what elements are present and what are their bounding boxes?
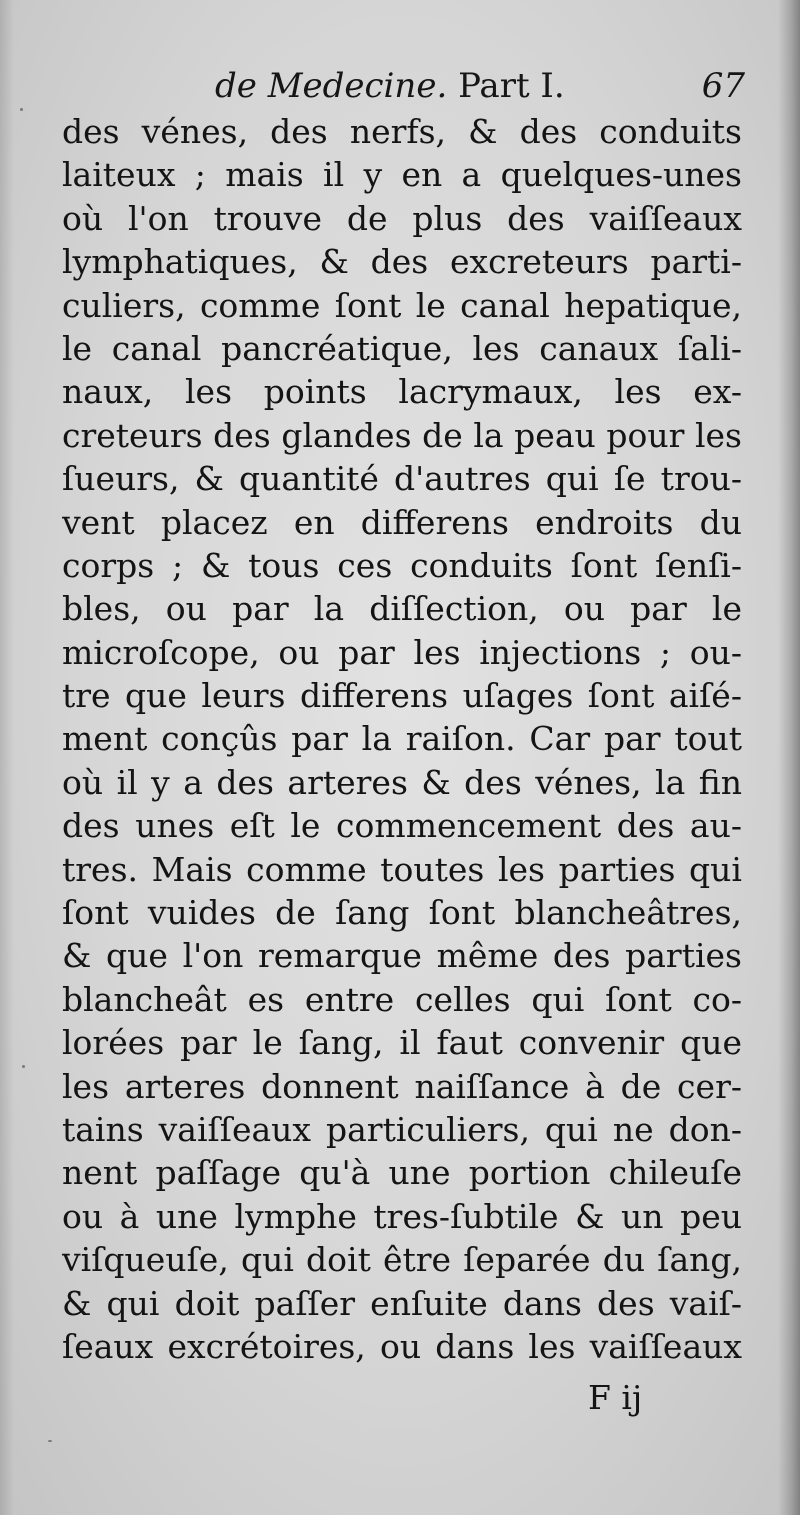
text-line: ſeaux excrétoires, ou dans les vaiſſeaux xyxy=(62,1326,742,1366)
text-line: les arteres donnent naiſſance à de cer- xyxy=(62,1066,742,1106)
text-line: lymphatiques, & des excreteurs parti- xyxy=(62,242,742,282)
text-line: laiteux ; mais il y en a quelques-unes xyxy=(62,155,742,195)
text-line: ment conçûs par la raiſon. Car par tout xyxy=(62,719,742,759)
text-line: ou à une lymphe tres-ſubtile & un peu xyxy=(62,1196,742,1236)
body-text xyxy=(62,110,742,1368)
text-line: & qui doit paſſer enſuite dans des vaiſ- xyxy=(62,1283,742,1323)
text-line: tre que leurs differens uſages ſont aiſé- xyxy=(62,676,742,716)
page-spine-shadow xyxy=(778,0,800,1515)
running-title xyxy=(215,66,565,106)
text-line: où il y a des arteres & des vénes, la fin xyxy=(62,762,742,802)
text-line: lorées par le ſang, il faut convenir que xyxy=(62,1023,742,1063)
paper-speck xyxy=(22,1065,25,1068)
text-line: tains vaiſſeaux particuliers, qui ne don- xyxy=(62,1109,742,1149)
text-line: bles, ou par la diſſection, ou par le xyxy=(62,589,742,629)
text-line: culiers, comme ſont le canal hepatique, xyxy=(62,285,742,325)
part-label: Part I. xyxy=(458,66,565,106)
text-line: corps ; & tous ces conduits ſont ſenſi- xyxy=(62,545,742,585)
page-left-edge-shadow xyxy=(0,0,14,1515)
paper-speck xyxy=(48,1440,52,1442)
text-line: viſqueuſe, qui doit être ſeparée du ſang, xyxy=(62,1240,742,1280)
signature-mark: F ij xyxy=(588,1378,643,1417)
text-line: des unes eſt le commencement des au- xyxy=(62,806,742,846)
page-number: 67 xyxy=(701,66,745,106)
running-header xyxy=(215,66,745,110)
text-line: ſont vuides de ſang ſont blancheâtres, xyxy=(62,893,742,933)
text-line: des vénes, des nerfs, & des conduits xyxy=(62,112,742,151)
running-title-text: de Medecine. xyxy=(215,66,448,106)
paper-speck xyxy=(20,108,23,111)
text-line: ſueurs, & quantité d'autres qui ſe trou- xyxy=(62,459,742,499)
text-line: nent paſſage qu'à une portion chileuſe xyxy=(62,1153,742,1193)
text-line: blancheât es entre celles qui ſont co- xyxy=(62,979,742,1019)
text-line: naux, les points lacrymaux, les ex- xyxy=(62,372,742,412)
text-line: & que l'on remarque même des parties xyxy=(62,936,742,976)
text-line: microſcope, ou par les injections ; ou- xyxy=(62,632,742,672)
text-line: où l'on trouve de plus des vaiſſeaux xyxy=(62,198,742,238)
text-line: vent placez en differens endroits du xyxy=(62,502,742,542)
text-line: le canal pancréatique, les canaux ſali- xyxy=(62,328,742,368)
text-line: creteurs des glandes de la peau pour les xyxy=(62,415,742,455)
text-line: tres. Mais comme toutes les parties qui xyxy=(62,849,742,889)
